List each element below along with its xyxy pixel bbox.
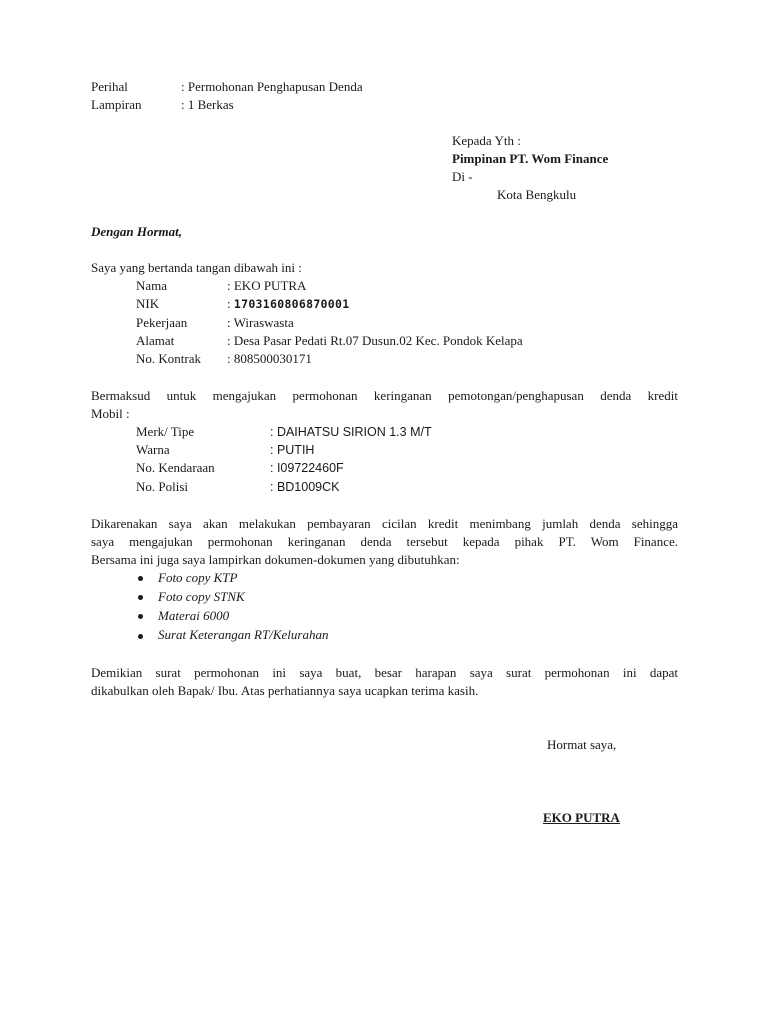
attachment-item: Foto copy KTP <box>158 570 238 585</box>
recipient-greeting: Kepada Yth : <box>452 133 521 148</box>
nik-colon: : <box>227 296 234 311</box>
bullet-icon <box>138 634 143 639</box>
vehicle-label-merk: Merk/ Tipe <box>136 424 195 439</box>
intro-text: Saya yang bertanda tangan dibawah ini : <box>91 260 302 275</box>
vehicle-value-polisi: : BD1009CK <box>270 480 340 494</box>
identity-value-kontrak: : 808500030171 <box>227 351 312 366</box>
vehicle-label-kendaraan: No. Kendaraan <box>136 460 215 475</box>
attachment-item: Materai 6000 <box>158 608 230 623</box>
bullet-icon <box>138 614 143 619</box>
salutation: Dengan Hormat, <box>91 224 183 239</box>
attachment-item: Surat Keterangan RT/Kelurahan <box>158 627 329 642</box>
reason-line-3: Bersama ini juga saya lampirkan dokumen-dokumen yang dibutuhkan: <box>91 552 460 567</box>
identity-label-pekerjaan: Pekerjaan <box>136 315 188 330</box>
identity-label-alamat: Alamat <box>136 333 175 348</box>
perihal-value: : Permohonan Penghapusan Denda <box>181 79 363 94</box>
closing-line-2: dikabulkan oleh Bapak/ Ibu. Atas perhatiannya saya ucapkan terima kasih. <box>91 683 479 698</box>
closing-line-1: Demikian surat permohonan ini saya buat, besar harapan saya surat permohonan ini dapat <box>91 665 678 680</box>
vehicle-value-warna: : PUTIH <box>270 443 315 457</box>
identity-label-nik: NIK <box>136 296 160 311</box>
identity-value-nik <box>227 296 349 312</box>
signoff: Hormat saya, <box>547 737 617 752</box>
recipient-company: Pimpinan PT. Wom Finance <box>452 151 609 166</box>
identity-value-nama: : EKO PUTRA <box>227 278 307 293</box>
signer-name: EKO PUTRA <box>543 810 620 825</box>
lampiran-label: Lampiran <box>91 97 142 112</box>
identity-label-nama: Nama <box>136 278 168 293</box>
nik-number: 1703160806870001 <box>233 297 350 311</box>
identity-label-kontrak: No. Kontrak <box>136 351 201 366</box>
purpose-line-2: Mobil : <box>91 406 130 421</box>
vehicle-value-merk: : DAIHATSU SIRION 1.3 M/T <box>270 425 432 439</box>
reason-line-2: saya mengajukan permohonan keringanan denda tersebut kepada pihak PT. Wom Finance. <box>91 534 678 549</box>
lampiran-value: : 1 Berkas <box>181 97 234 112</box>
perihal-label: Perihal <box>91 79 128 94</box>
bullet-icon <box>138 595 143 600</box>
vehicle-label-warna: Warna <box>136 442 170 457</box>
bullet-icon <box>138 576 143 581</box>
vehicle-value-kendaraan: : I09722460F <box>270 461 344 475</box>
vehicle-label-polisi: No. Polisi <box>136 479 189 494</box>
identity-value-alamat: : Desa Pasar Pedati Rt.07 Dusun.02 Kec. Pondok Kelapa <box>227 333 523 348</box>
recipient-city: Kota Bengkulu <box>497 187 577 202</box>
reason-line-1: Dikarenakan saya akan melakukan pembayaran cicilan kredit menimbang jumlah denda sehingga <box>91 516 678 531</box>
recipient-di: Di - <box>452 169 473 184</box>
purpose-line-1: Bermaksud untuk mengajukan permohonan keringanan pemotongan/penghapusan denda kredit <box>91 388 678 403</box>
attachment-item: Foto copy STNK <box>158 589 245 604</box>
identity-value-pekerjaan: : Wiraswasta <box>227 315 294 330</box>
